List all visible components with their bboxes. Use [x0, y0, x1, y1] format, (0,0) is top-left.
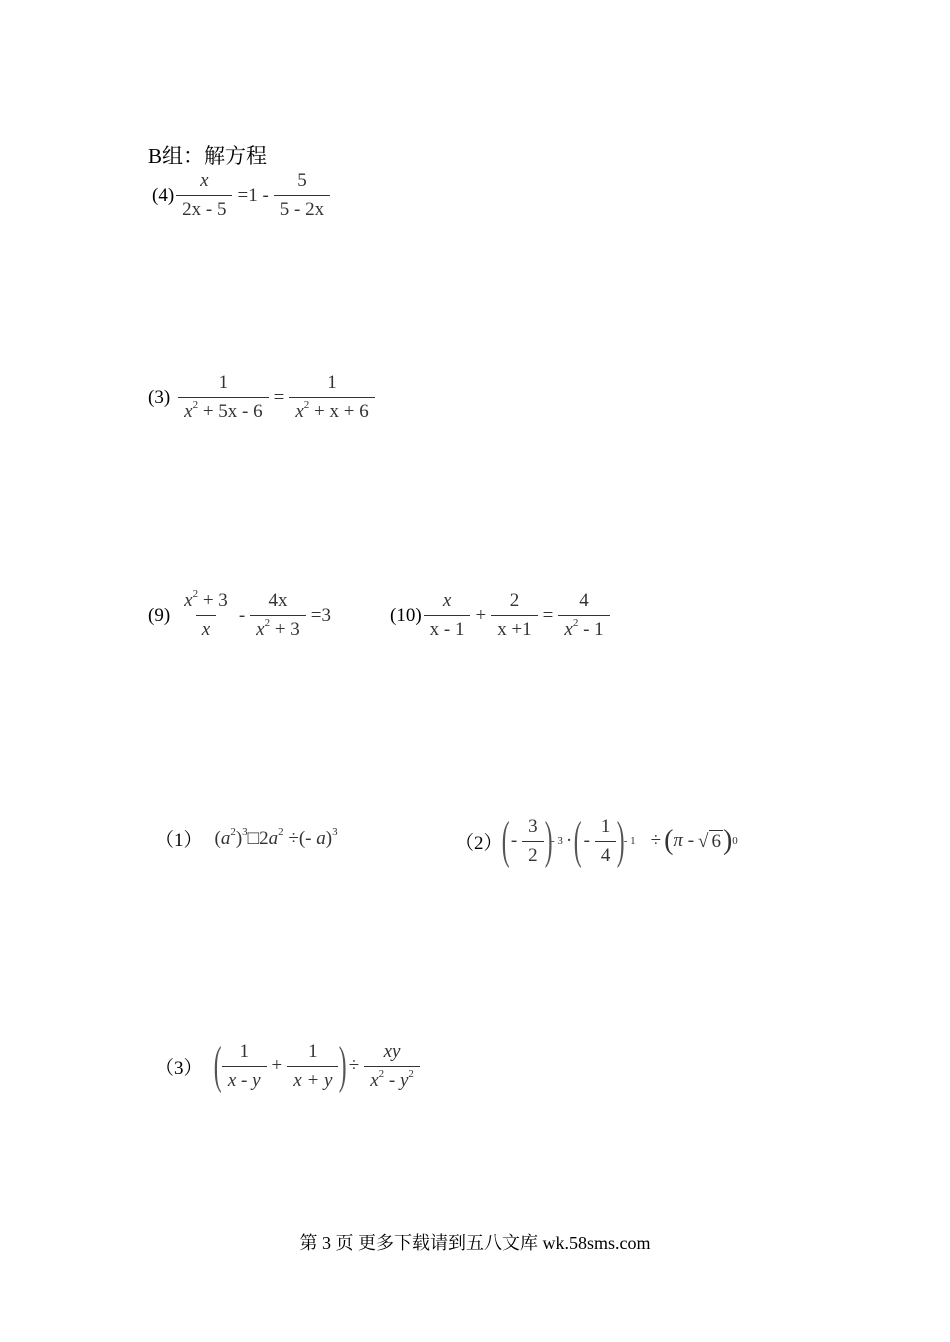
problem-9: (9) $\frac{x^2 + 3}{x}$ - $\frac{4x}{x^2 + 3}$ =3 [148, 590, 334, 641]
problem-label: (3) [148, 386, 171, 408]
fraction: $\frac{3}{2}$ [522, 816, 544, 867]
problem-4 [152, 170, 332, 221]
fraction: $\frac{4x}{x^2 + 3}$ [250, 590, 306, 641]
fraction: $\frac{2}{x +1}$ [491, 590, 537, 641]
fraction: $\frac{x}{x - 1}$ [424, 590, 471, 641]
fraction: $\frac{1}{x^2 + 5x - 6}$ [178, 372, 268, 423]
fraction: $\frac{1}{4}$ [595, 816, 617, 867]
expression: $(a^2)^3□2a^2$ ÷(- a)$^3$ [214, 825, 338, 849]
problem-label: （1） [155, 830, 203, 851]
equals-sign: =3 [310, 604, 332, 626]
fraction: $\frac{x^2 + 3}{x}$ [184, 588, 228, 640]
section-heading: B组：解方程 [148, 144, 268, 168]
problem-label: (10) [390, 604, 422, 626]
fraction: $\frac{5}{5 - 2x}$ [274, 170, 330, 221]
equals-sign: =1 - [237, 184, 269, 206]
problem-label: (9) [148, 604, 171, 626]
fraction: $\frac{1}{x^2 + x + 6}$ [289, 372, 374, 423]
problem-3 [148, 372, 377, 423]
simplify-2: （2） ( - $\frac{3}{2}$ ) - 3 · ( - $\frac{1}{4}$ ) - 1 ÷ ( π - √ 6 ) 0 [455, 812, 738, 869]
equals-sign: = [542, 604, 554, 626]
fraction: $\frac{1}{x + y}$ [287, 1041, 338, 1092]
problem-label: （3） [155, 1057, 203, 1079]
simplify-1 [155, 825, 338, 852]
fraction: $\frac{x}{2x - 5}$ [176, 170, 232, 221]
problem-label: （2） [455, 832, 503, 854]
fraction: $\frac{xy}{x^2 - y^2}$ [364, 1041, 420, 1092]
problem-label: (4) [152, 184, 175, 206]
page-footer: 第 3 页 更多下载请到五八文库 wk.58sms.com [299, 1233, 651, 1253]
equals-sign: = [273, 386, 285, 408]
problem-10: (10) $\frac{x}{x - 1}$ + $\frac{2}{x +1}$ = $\frac{4}{x^2 - 1}$ [390, 590, 612, 641]
fraction: $\frac{1}{x - y}$ [222, 1041, 267, 1092]
fraction: $\frac{4}{x^2 - 1}$ [558, 590, 609, 641]
simplify-3: （3） ( $\frac{1}{x - y}$ + $\frac{1}{x + y}$ ) ÷ $\frac{xy}{x^2 - y^2}$ [155, 1040, 422, 1092]
